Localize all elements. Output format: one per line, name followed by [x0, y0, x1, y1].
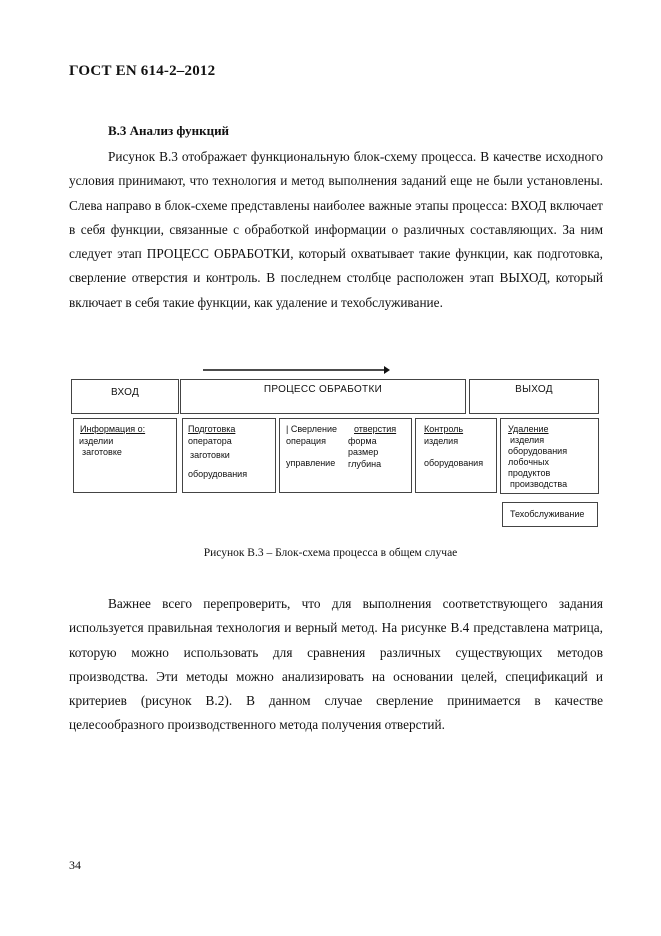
header-process-label: ПРОЦЕСС ОБРАБОТКИ: [263, 384, 383, 395]
prep-line-1: оператора: [188, 435, 232, 446]
removal-line-1: изделия: [510, 435, 545, 445]
paragraph-2: Важнее всего перепроверить, что для выполнения соответствующего задания используется правильная технология и верный метод. На рисунке В.4 представлена матрица, которую можно использовать для сравнения различных существующих методов производства. Эти методы можно анализировать на основании целей, спецификаций и критериев (рисунок В.2). В данном случае сверление принимается в качестве целесообразного производственного метода получения отверстий.: [69, 596, 603, 733]
figure-caption: Рисунок В.3 – Блок-схема процесса в общем случае: [203, 547, 458, 559]
header-input: [71, 379, 179, 414]
removal-line-5: производства: [510, 479, 568, 489]
info-line-2: заготовке: [82, 447, 122, 457]
cell-removal: [500, 418, 599, 494]
hole-line-2: размер: [348, 447, 379, 457]
drill-line-1: операция: [286, 435, 326, 446]
cell-preparation: [182, 418, 276, 493]
removal-line-3: лобочных: [508, 457, 549, 467]
maintenance-label: Техобслуживание: [510, 509, 585, 519]
cell-maintenance: [502, 502, 598, 527]
page-number: 34: [69, 858, 81, 872]
section-title: В.3 Анализ функций: [108, 123, 230, 138]
drill-title-text: Сверление: [290, 424, 337, 434]
header-input-label: ВХОД: [110, 387, 140, 398]
hole-title: отверстия: [354, 424, 397, 434]
prep-line-3: оборудования: [188, 468, 248, 479]
control-line-2: оборудования: [424, 458, 484, 468]
prep-title: Подготовка: [188, 424, 236, 434]
hole-line-1: форма: [348, 435, 377, 446]
paragraph-1: Рисунок В.3 отображает функциональную блок-схему процесса. В качестве исходного условия принимают, что технология и метод выполнения заданий еще не были установлены. Слева направо в блок-схеме представлены наиболее важные этапы процесса: ВХОД включает в себя функции, связанные с обработкой информации о различных составляющих. За ним следует этап ПРОЦЕСС ОБРАБОТКИ, который охватывает такие функции, как подготовка, сверление отверстия и контроль. В последнем столбце расположен этап ВЫХОД, который включает в себя такие функции, как удаление и техобслуживание.: [69, 149, 603, 310]
removal-line-2: оборудования: [508, 446, 568, 456]
cell-input-info: [73, 418, 177, 493]
prep-line-2: заготовки: [190, 450, 230, 460]
removal-title: Удаление: [508, 424, 549, 434]
info-line-1: изделии: [79, 435, 114, 446]
header-process: [180, 379, 466, 414]
drill-title: | Сверление: [286, 424, 337, 434]
cell-control: [415, 418, 497, 493]
header-output-label: ВЫХОД: [515, 384, 553, 395]
document-code: ГОСТ EN 614-2–2012: [69, 63, 216, 79]
header-output: [469, 379, 599, 414]
cell-drilling: [279, 418, 412, 493]
drill-line-2: управление: [286, 458, 336, 468]
removal-line-4: продуктов: [508, 468, 551, 478]
control-title: Контроль: [424, 424, 464, 434]
control-line-1: изделия: [424, 435, 459, 446]
hole-line-3: глубина: [348, 458, 382, 469]
info-title: Информация о:: [80, 424, 146, 434]
